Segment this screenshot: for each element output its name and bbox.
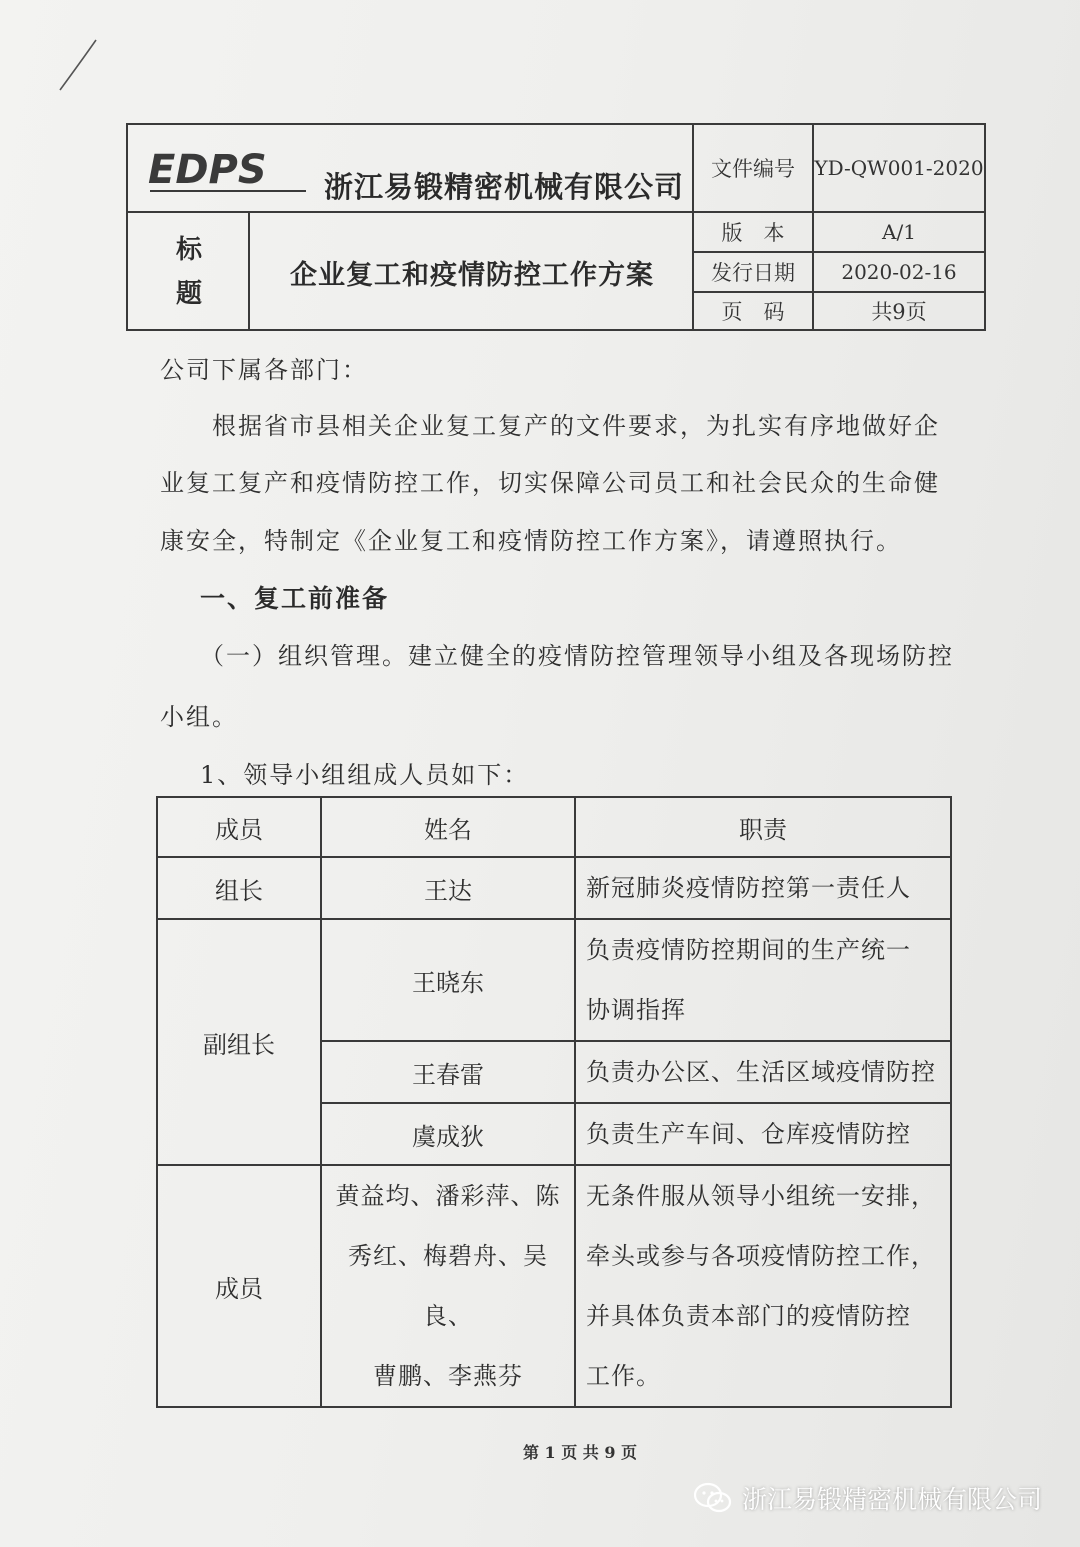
column-header-role: 成员: [157, 797, 321, 857]
name-cell: 王春雷: [321, 1041, 575, 1103]
table-row: [157, 919, 951, 1041]
document-title: 企业复工和疫情防控工作方案: [290, 259, 654, 291]
names-line: 秀红、梅碧舟、吴良、: [348, 1242, 548, 1330]
document-header-table: [126, 123, 986, 331]
subsection-line-2: 小组。: [160, 703, 238, 731]
issue-date-value: 2020-02-16: [841, 260, 957, 284]
wechat-watermark: [694, 1480, 1042, 1516]
names-line: 黄益均、潘彩萍、陈: [335, 1182, 561, 1210]
company-logo: [146, 145, 316, 199]
page-count-value: 共9页: [871, 300, 927, 324]
doc-number-label: 文件编号: [711, 157, 795, 181]
name-cell: 王达: [321, 857, 575, 919]
title-label: [128, 213, 250, 331]
role-cell: 成员: [157, 1165, 321, 1407]
duty-line: 负责疫情防控期间的生产统一: [586, 936, 911, 964]
list-intro: 1、领导小组组成人员如下：: [200, 761, 530, 789]
version-value: A/1: [882, 220, 916, 244]
duty-line: 协调指挥: [586, 996, 686, 1024]
watermark-text: 浙江易锻精密机械有限公司: [741, 1485, 1042, 1514]
issue-date-label: 发行日期: [711, 261, 795, 285]
intro-line-1: 根据省市县相关企业复工复产的文件要求，为扎实有序地做好企: [160, 412, 940, 440]
table-row: [157, 857, 951, 919]
table-row: [157, 1165, 951, 1407]
column-header-duty: 职责: [575, 797, 951, 857]
subsection-line-1: （一）组织管理。建立健全的疫情防控管理领导小组及各现场防控: [200, 642, 954, 670]
name-cell: [321, 1165, 575, 1407]
duty-cell: [575, 919, 951, 1041]
role-cell: 组长: [157, 857, 321, 919]
title-label-char-1: 标: [175, 235, 202, 265]
svg-text:EDPS: EDPS: [148, 147, 267, 193]
company-name: 浙江易锻精密机械有限公司: [324, 170, 685, 204]
name-cell: 虞成狄: [321, 1103, 575, 1165]
pen-stroke-mark: [52, 38, 102, 94]
duty-line: 牵头或参与各项疫情防控工作，: [586, 1242, 936, 1270]
duty-cell: 新冠肺炎疫情防控第一责任人: [575, 857, 951, 919]
intro-line-2: 业复工复产和疫情防控工作，切实保障公司员工和社会民众的生命健: [160, 469, 940, 497]
duty-cell: 负责生产车间、仓库疫情防控: [575, 1103, 951, 1165]
version-label: 版 本: [721, 221, 785, 245]
duty-cell: [575, 1165, 951, 1407]
page-count-label: 页 码: [721, 300, 785, 324]
intro-line-3: 康安全，特制定《企业复工和疫情防控工作方案》，请遵照执行。: [160, 527, 902, 555]
table-header-row: [157, 797, 951, 857]
names-line: 曹鹏、李燕芬: [373, 1362, 523, 1390]
role-cell: 副组长: [157, 919, 321, 1165]
doc-number-value: YD-QW001-2020: [814, 156, 984, 180]
salutation: 公司下属各部门：: [160, 356, 368, 384]
title-label-char-2: 题: [175, 279, 202, 309]
page-indicator: 第 1 页 共 9 页: [522, 1443, 638, 1462]
section-heading-1: 一、复工前准备: [200, 584, 390, 613]
duty-line: 无条件服从领导小组统一安排，: [586, 1182, 936, 1210]
wechat-icon: [694, 1482, 732, 1514]
name-cell: 王晓东: [321, 919, 575, 1041]
leadership-team-table: [156, 796, 952, 1408]
duty-line: 工作。: [586, 1362, 661, 1390]
duty-line: 并具体负责本部门的疫情防控: [586, 1302, 911, 1330]
duty-cell: 负责办公区、生活区域疫情防控: [575, 1041, 951, 1103]
column-header-name: 姓名: [321, 797, 575, 857]
